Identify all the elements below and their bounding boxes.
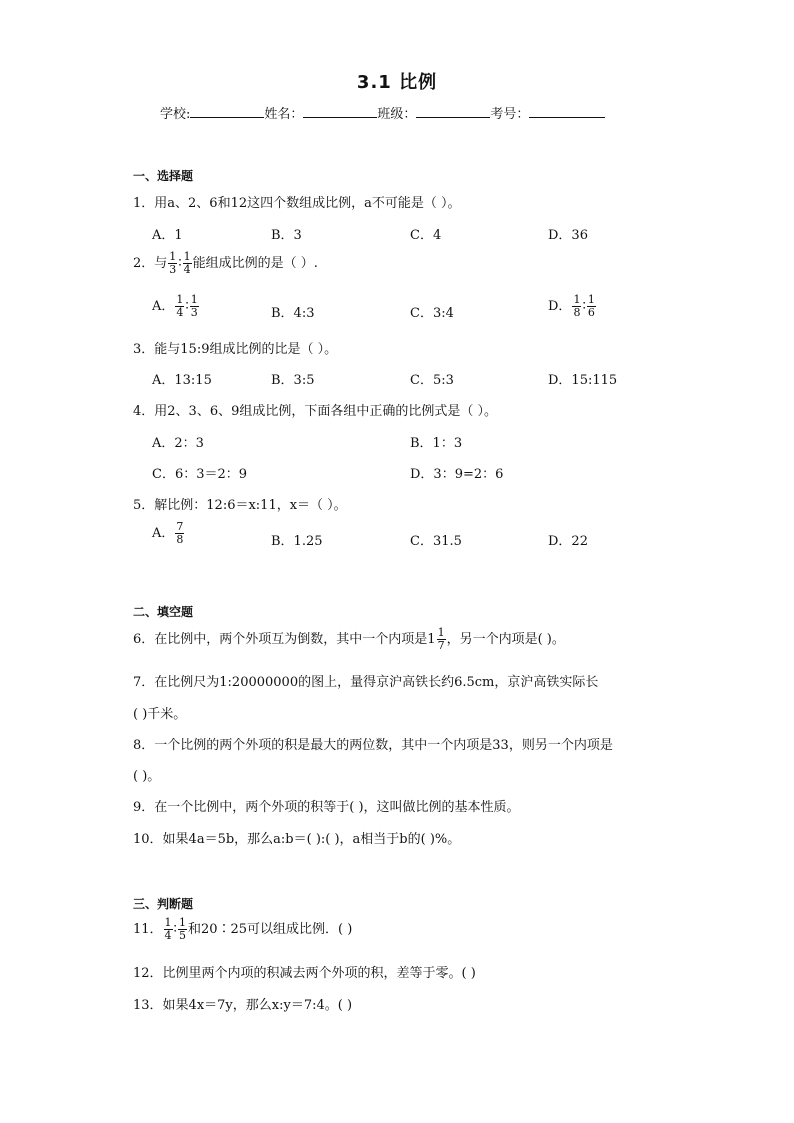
q2-suffix: 能组成比例的是（ ）. — [192, 256, 318, 271]
q5-option-c[interactable]: C．31.5 — [410, 534, 462, 549]
question-4: 4．用2、3、6、9组成比例，下面各组中正确的比例式是（ ）。 — [133, 404, 497, 419]
question-6: 6．在比例中，两个外项互为倒数，其中一个内项是1 $\frac{1}{7}$ ，另一个内项是( )。 — [133, 626, 565, 652]
name-label: 姓名： — [264, 107, 304, 122]
q4-option-c[interactable]: C．6：3＝2：9 — [152, 467, 248, 482]
q4-option-b[interactable]: B．1：3 — [410, 436, 463, 451]
q2-fraction-2: $\frac{1}{4}$ — [183, 250, 191, 276]
student-info-line — [160, 103, 605, 122]
section-title-fill: 二、填空题 — [133, 605, 194, 619]
q1-option-d[interactable]: D．36 — [548, 228, 588, 243]
q1-option-a[interactable]: A．1 — [152, 228, 183, 243]
q3-option-d[interactable]: D．15:115 — [548, 373, 618, 388]
question-8-line-1: 8．一个比例的两个外项的积是最大的两位数，其中一个内项是33，则另一个内项是 — [133, 738, 613, 753]
q5a-fraction: $\frac{7}{8}$ — [176, 520, 184, 546]
section-title-choice: 一、选择题 — [133, 169, 194, 183]
q6-fraction: $\frac{1}{7}$ — [437, 626, 445, 652]
q2d-fraction-1: $\frac{1}{8}$ — [573, 293, 581, 319]
q2d-fraction-2: $\frac{1}{6}$ — [587, 293, 595, 319]
question-7-line-2[interactable]: ( )千米。 — [133, 707, 187, 722]
name-blank[interactable] — [303, 105, 377, 118]
q2-option-c[interactable]: C．3:4 — [410, 306, 454, 321]
number-label: 考号： — [490, 107, 530, 122]
q4-option-d[interactable]: D．3：9=2：6 — [410, 467, 504, 482]
q2-colon: ∶ — [178, 256, 182, 271]
q3-option-b[interactable]: B．3:5 — [271, 373, 315, 388]
school-label: 学校: — [160, 107, 191, 122]
q6-mixed-whole: 1 — [427, 632, 436, 647]
q11-fraction-2: $\frac{1}{5}$ — [178, 916, 186, 942]
q2-option-b[interactable]: B．4:3 — [271, 306, 315, 321]
q1-option-b[interactable]: B．3 — [271, 228, 302, 243]
number-blank[interactable] — [529, 105, 605, 118]
question-10[interactable]: 10．如果4a＝5b，那么a:b＝( ):( )，a相当于b的( )%。 — [133, 832, 461, 847]
q5-option-a[interactable]: A． $\frac{7}{8}$ — [152, 520, 184, 546]
q11-fraction-1: $\frac{1}{4}$ — [164, 916, 172, 942]
q2-prefix: 2．与 — [133, 256, 168, 271]
question-1: 1．用a、2、6和12这四个数组成比例，a不可能是（ ）。 — [133, 196, 461, 211]
school-blank[interactable] — [190, 105, 264, 118]
question-3: 3．能与15:9组成比例的比是（ ）。 — [133, 342, 338, 357]
q2a-fraction-1: $\frac{1}{4}$ — [176, 293, 184, 319]
question-8-line-2[interactable]: ( )。 — [133, 769, 161, 784]
q1-option-c[interactable]: C．4 — [410, 228, 442, 243]
question-13[interactable]: 13．如果4x＝7y，那么x:y＝7:4。( ) — [133, 998, 353, 1013]
q3-option-c[interactable]: C．5:3 — [410, 373, 454, 388]
question-9[interactable]: 9．在一个比例中，两个外项的积等于( )，这叫做比例的基本性质。 — [133, 800, 520, 815]
question-11[interactable]: 11． $\frac{1}{4}$ ∶ $\frac{1}{5}$ 和20∶25可以组成比例．( ) — [133, 916, 353, 942]
q3-option-a[interactable]: A．13:15 — [152, 373, 212, 388]
q2-fraction-1: $\frac{1}{3}$ — [169, 250, 177, 276]
class-label: 班级： — [377, 107, 417, 122]
question-5: 5．解比例：12:6＝x:11，x＝（ ）。 — [133, 498, 347, 513]
section-title-judge: 三、判断题 — [133, 897, 194, 911]
q5-option-b[interactable]: B．1.25 — [271, 534, 323, 549]
q2-option-a[interactable]: A． $\frac{1}{4}$ ∶ $\frac{1}{3}$ — [152, 293, 198, 319]
class-blank[interactable] — [416, 105, 490, 118]
q5-option-d[interactable]: D．22 — [548, 534, 588, 549]
question-2 — [133, 251, 318, 276]
question-12[interactable]: 12．比例里两个内项的积减去两个外项的积，差等于零。( ) — [133, 966, 476, 981]
page-title: 3.1 比例 — [356, 72, 438, 93]
question-7-line-1: 7．在比例尺为1:20000000的图上，量得京沪高铁长约6.5cm，京沪高铁实际长 — [133, 675, 599, 690]
q2-option-d[interactable]: D． $\frac{1}{8}$ ∶ $\frac{1}{6}$ — [548, 293, 595, 319]
q4-option-a[interactable]: A．2：3 — [152, 436, 204, 451]
q2a-fraction-2: $\frac{1}{3}$ — [190, 293, 198, 319]
